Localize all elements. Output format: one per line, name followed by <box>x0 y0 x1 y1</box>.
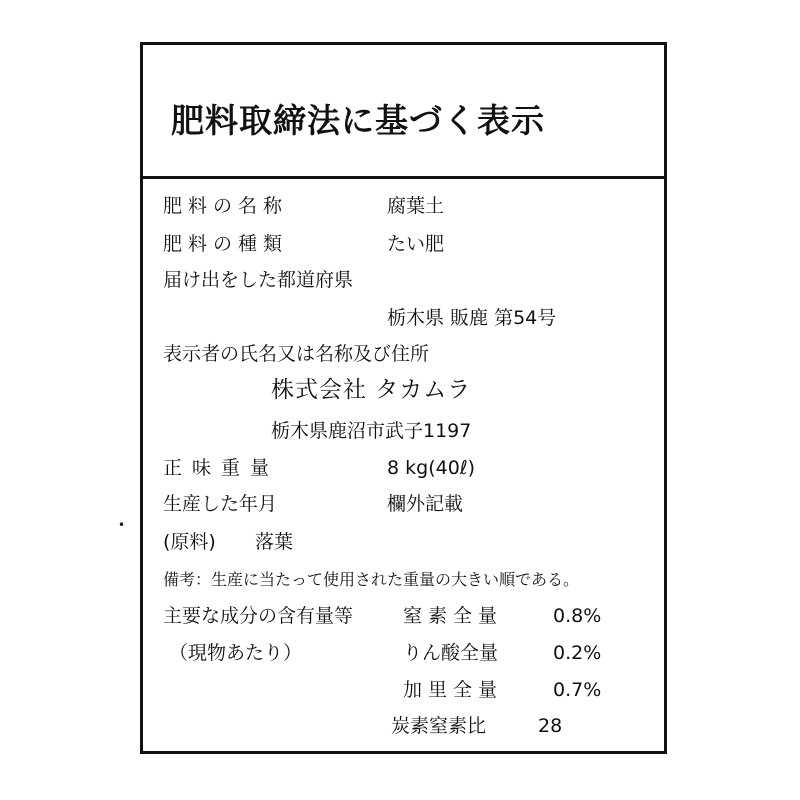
weight-label: 正味重量 <box>163 457 280 479</box>
type-label: 肥料の種類 <box>163 233 289 255</box>
stray-mark: • <box>118 518 126 532</box>
content-sublabel: （現物あたり） <box>169 642 303 664</box>
component-value: 0.8% <box>553 605 602 627</box>
name-value: 腐葉土 <box>387 195 445 217</box>
company-address: 栃木県鹿沼市武子1197 <box>271 420 472 442</box>
type-value: たい肥 <box>387 233 445 255</box>
component-name: りん酸全量 <box>403 642 499 664</box>
date-label: 生産した年月 <box>163 493 278 515</box>
name-label: 肥料の名称 <box>163 195 289 217</box>
component-name: 窒素全量 <box>403 605 504 627</box>
prefecture-label: 届け出をした都道府県 <box>163 269 354 291</box>
title-area <box>143 45 664 179</box>
component-name: 加里全量 <box>403 679 504 701</box>
material-value: 落葉 <box>255 531 294 553</box>
component-value: 0.2% <box>553 642 602 664</box>
company-name: 株式会社 タカムラ <box>271 377 472 403</box>
label-title: 肥料取締法に基づく表示 <box>171 101 545 140</box>
date-value: 欄外記載 <box>387 493 464 515</box>
component-value: 28 <box>538 715 563 737</box>
weight-value: 8 kg(40ℓ) <box>387 457 476 479</box>
note-text: 備考：生産に当たって使用された重量の大きい順である。 <box>163 570 580 589</box>
prefecture-value: 栃木県 販鹿 第54号 <box>387 307 557 329</box>
fertilizer-label <box>140 42 667 754</box>
component-name: 炭素窒素比 <box>391 715 487 737</box>
labeler-label: 表示者の氏名又は名称及び住所 <box>163 343 430 365</box>
material-label: (原料) <box>163 531 216 553</box>
content-label: 主要な成分の含有量等 <box>163 605 354 627</box>
component-value: 0.7% <box>553 679 602 701</box>
